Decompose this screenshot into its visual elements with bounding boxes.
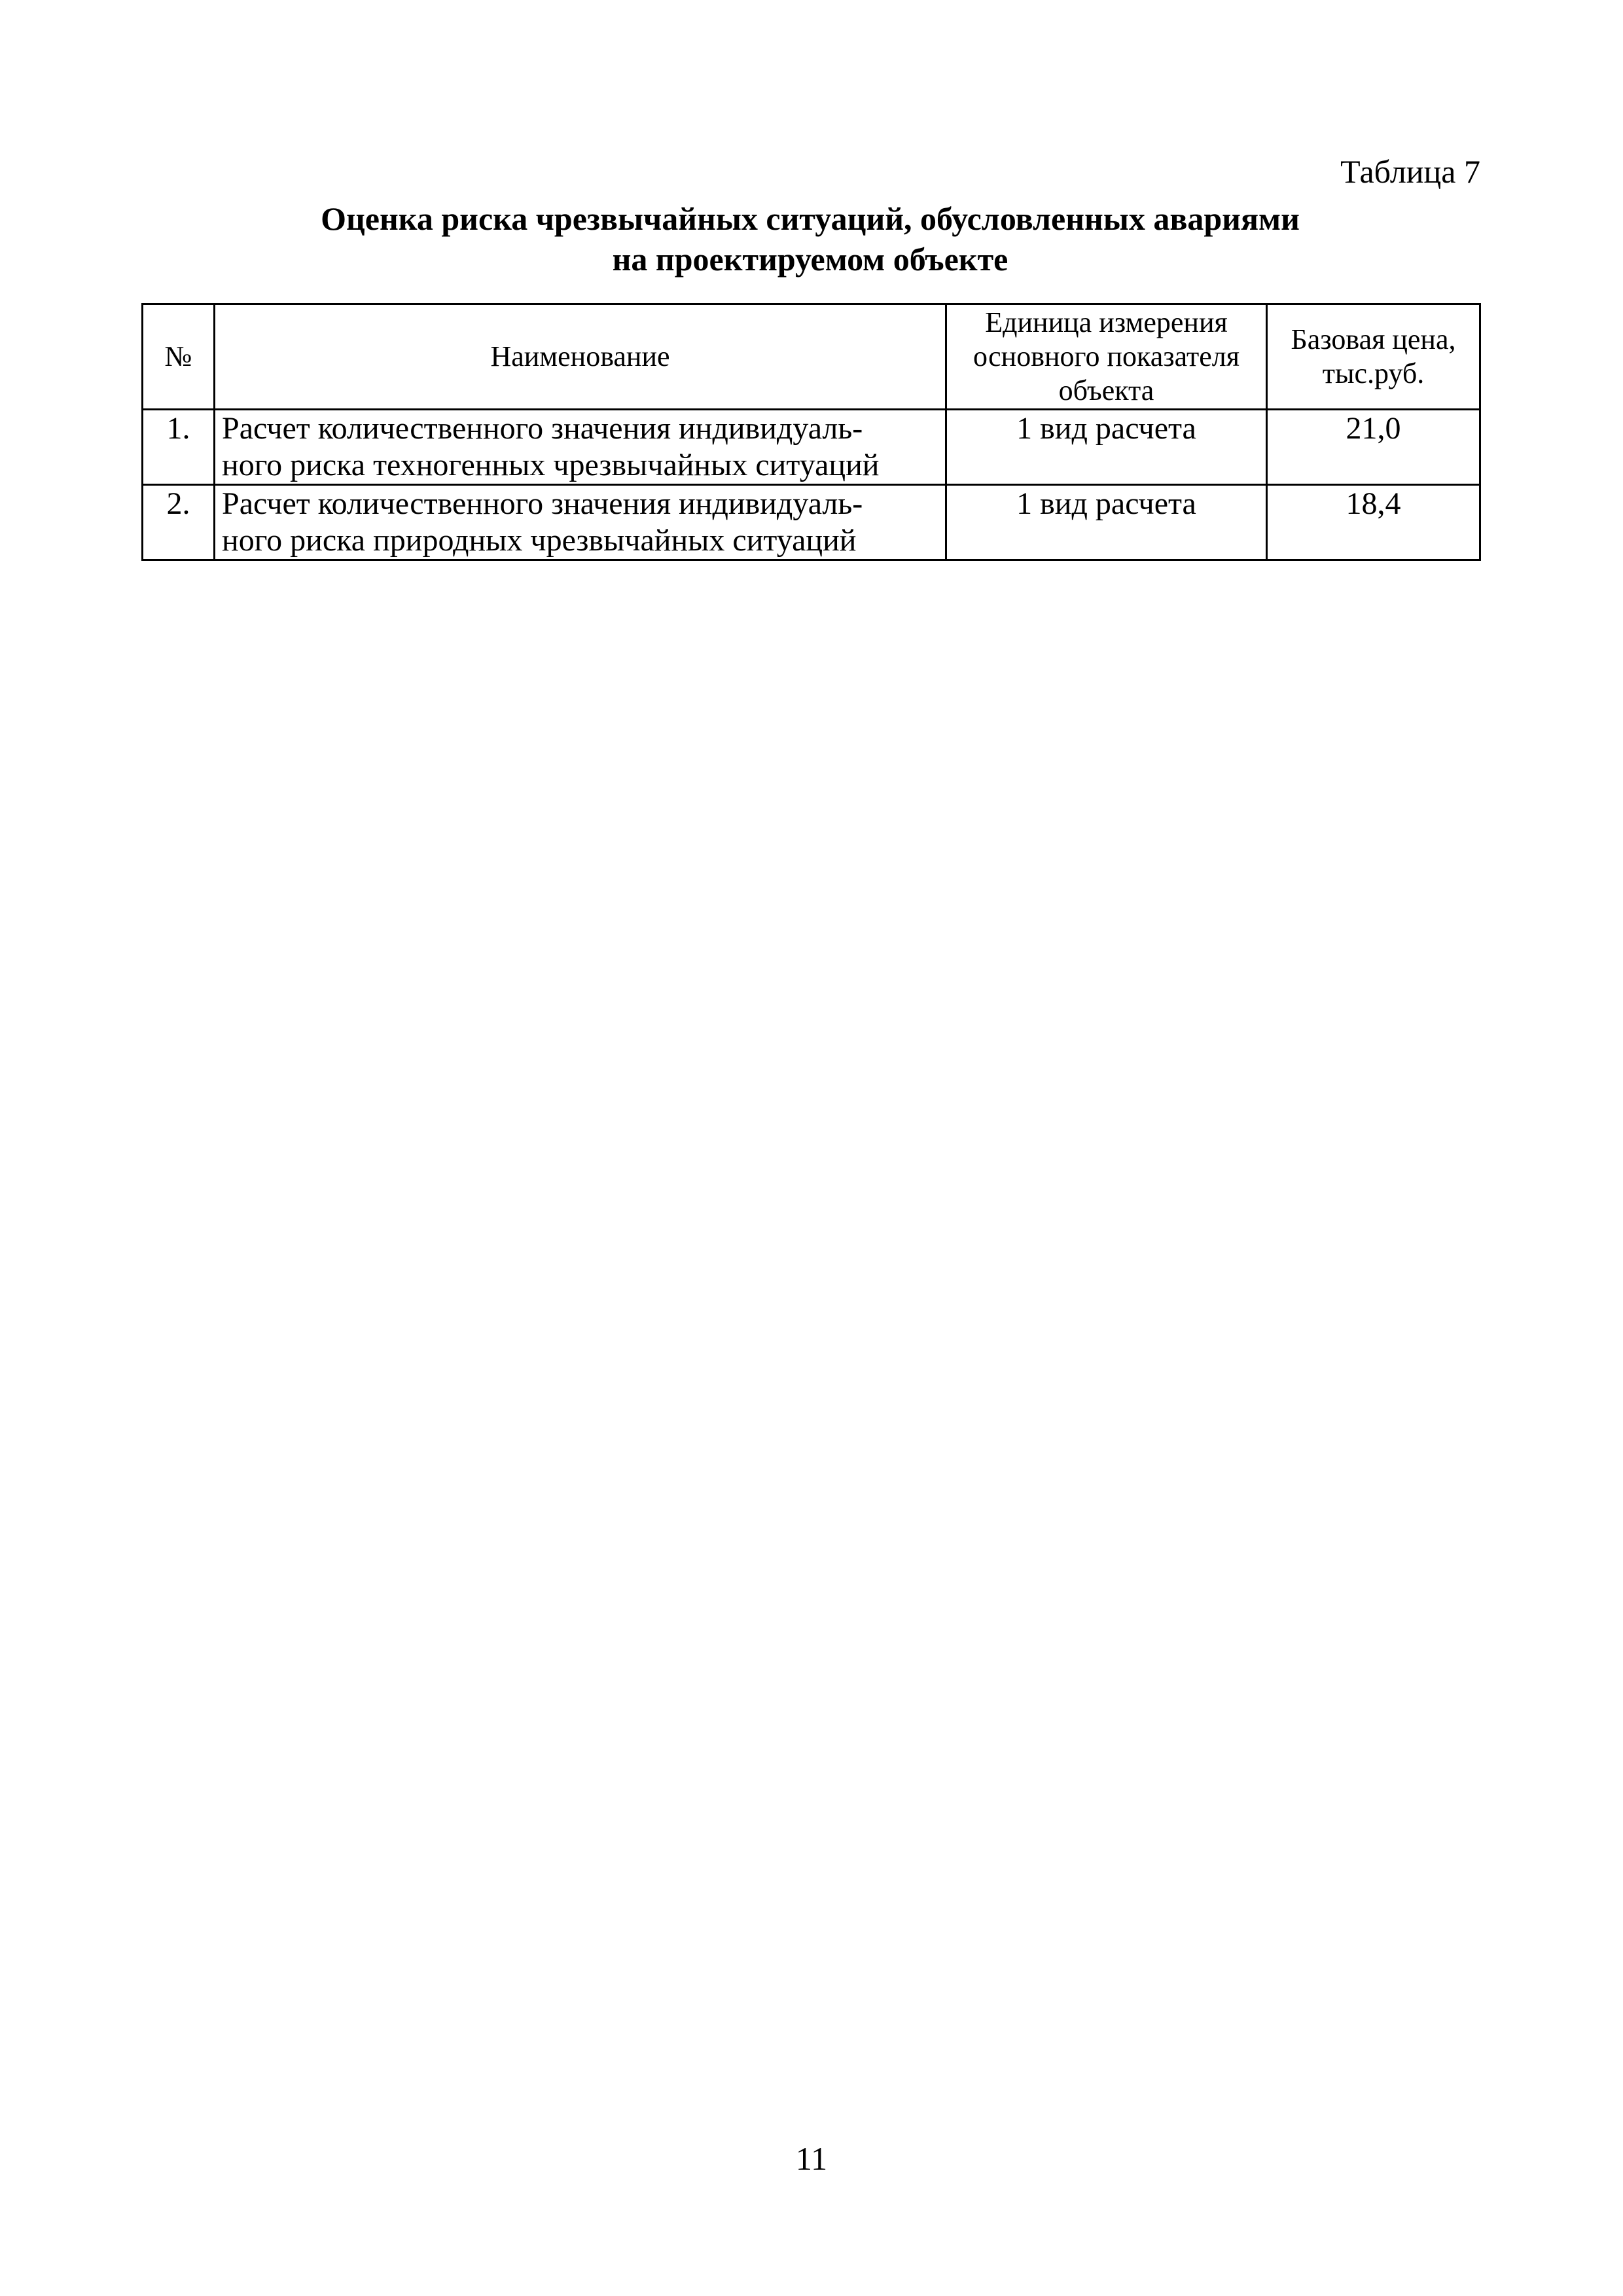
table-title <box>143 198 1478 279</box>
table-row <box>143 485 1480 560</box>
row-number: 2. <box>143 485 215 560</box>
row-name-line-1: Расчет количественного значения индивидуаль- <box>222 411 863 446</box>
table-title-line-2: на проектируемом объекте <box>612 241 1008 278</box>
row-number: 1. <box>143 410 215 485</box>
row-name-line-2: ного риска природных чрезвычайных ситуаций <box>222 523 857 558</box>
table-header-row <box>143 304 1480 410</box>
row-name-line-1: Расчет количественного значения индивидуаль- <box>222 486 863 521</box>
table-number: Таблица 7 <box>1340 153 1480 190</box>
row-name-line-2: ного риска техногенных чрезвычайных ситуаций <box>222 448 880 482</box>
table-row <box>143 410 1480 485</box>
row-name <box>215 410 946 485</box>
row-price: 21,0 <box>1267 410 1480 485</box>
header-unit: Единица измерения основного показателя объекта <box>946 304 1267 410</box>
table-title-line-1: Оценка риска чрезвычайных ситуаций, обусловленных авариями <box>321 200 1300 237</box>
header-price: Базовая цена, тыс.руб. <box>1267 304 1480 410</box>
page-number: 11 <box>795 2140 828 2177</box>
row-name <box>215 485 946 560</box>
price-table <box>141 303 1481 561</box>
row-unit: 1 вид расчета <box>946 410 1267 485</box>
row-price: 18,4 <box>1267 485 1480 560</box>
header-num: № <box>143 304 215 410</box>
row-unit: 1 вид расчета <box>946 485 1267 560</box>
header-name: Наименование <box>215 304 946 410</box>
